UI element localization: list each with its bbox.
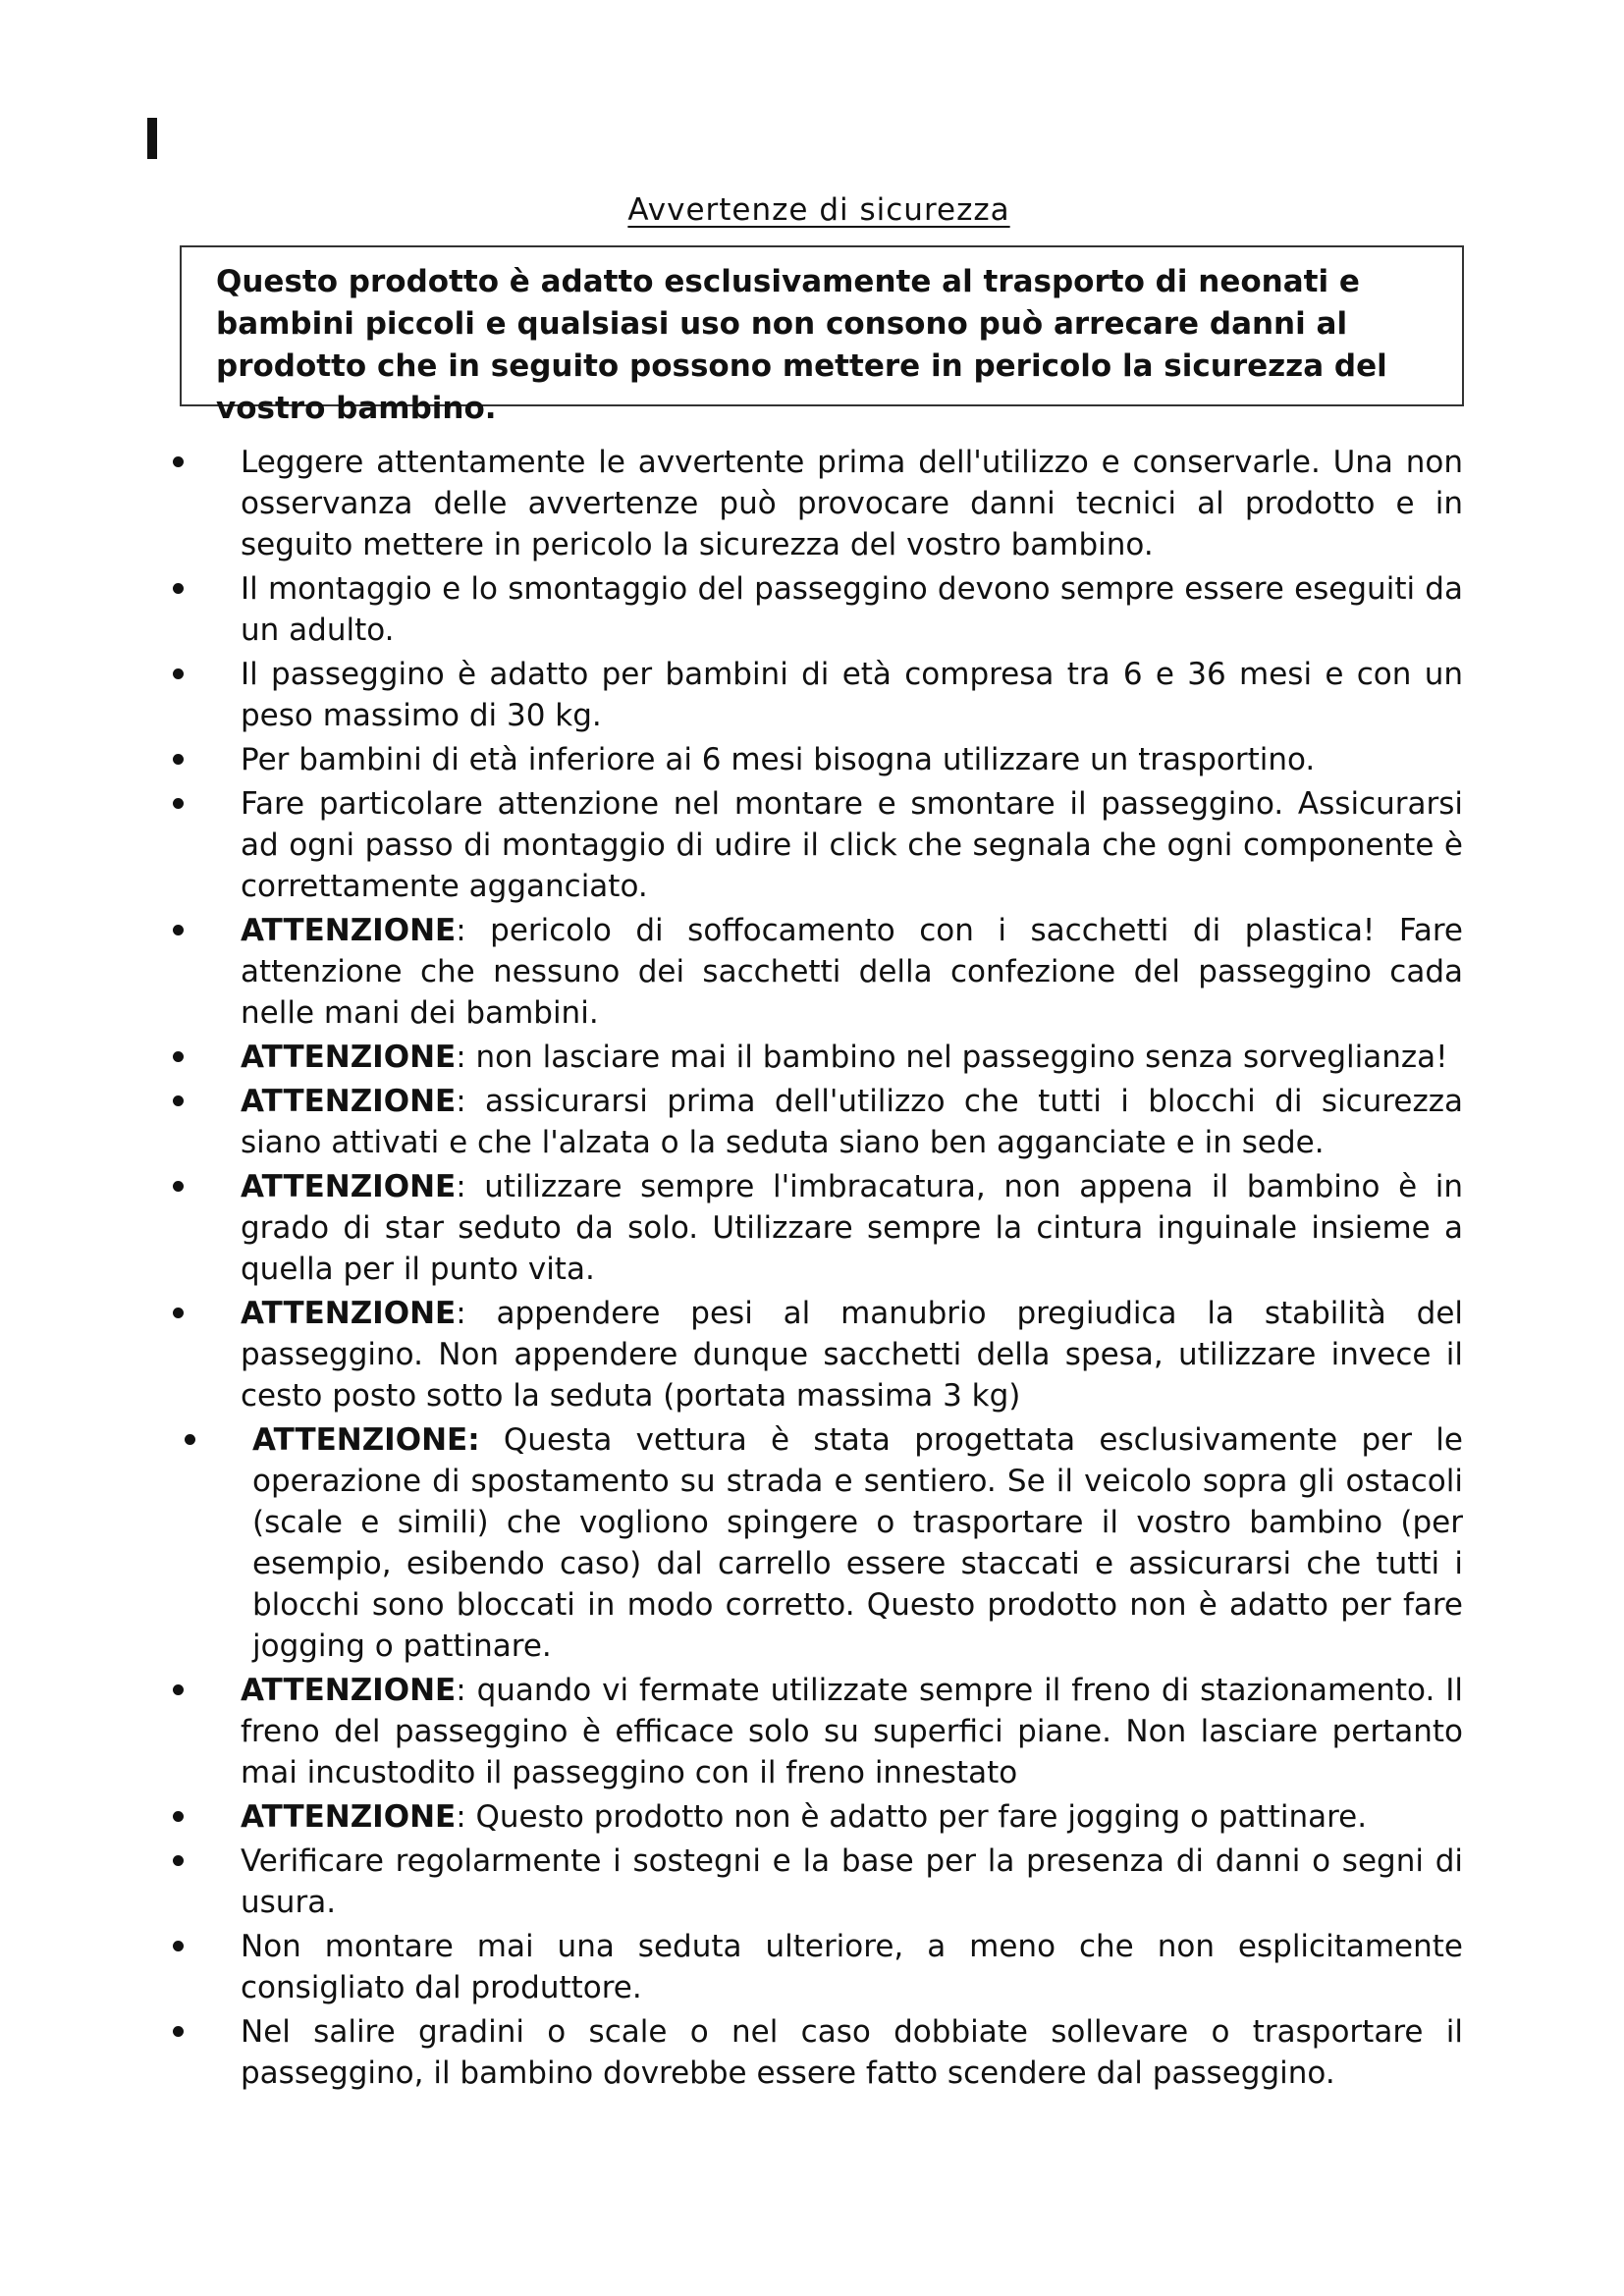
bullet-icon <box>173 1941 184 1951</box>
bullet-icon <box>173 1308 184 1318</box>
warning-text: Non montare mai una seduta ulteriore, a meno che non esplicitamente consigliato dal produttore. <box>241 1929 1463 2005</box>
bullet-icon <box>173 1855 184 1866</box>
warning-text: : appendere pesi al manubrio pregiudica la stabilità del passeggino. Non appendere dunque sacchetti della spesa, utilizzare invece il cesto posto sotto la seduta (portata massima 3 kg) <box>241 1296 1463 1414</box>
warning-item <box>0 739 1463 780</box>
warning-prefix: ATTENZIONE <box>241 1673 457 1708</box>
warning-item <box>0 568 1463 651</box>
bullet-icon <box>173 1684 184 1695</box>
warning-text: : utilizzare sempre l'imbracatura, non appena il bambino è in grado di star seduto da solo. Utilizzare sempre la cintura inguinale insieme a quella per il punto vita. <box>241 1169 1463 1287</box>
warning-prefix: ATTENZIONE <box>241 1799 457 1835</box>
warning-text: Nel salire gradini o scale o nel caso dobbiate sollevare o trasportare il passeggino, il bambino dovrebbe essere fatto scendere dal passeggino. <box>241 2014 1463 2091</box>
warning-item <box>0 1166 1463 1290</box>
warning-text: : Questo prodotto non è adatto per fare jogging o pattinare. <box>456 1799 1368 1835</box>
warning-text: Per bambini di età inferiore ai 6 mesi bisogna utilizzare un trasportino. <box>241 742 1316 777</box>
warning-item <box>0 783 1463 907</box>
warning-text: Verificare regolarmente i sostegni e la base per la presenza di danni o segni di usura. <box>241 1843 1463 1920</box>
warning-item <box>0 1293 1463 1416</box>
warning-text: Il passeggino è adatto per bambini di età compresa tra 6 e 36 mesi e con un peso massimo di 30 kg. <box>241 657 1463 733</box>
warning-prefix: ATTENZIONE <box>241 1296 457 1331</box>
warning-text: Il montaggio e lo smontaggio del passeggino devono sempre essere eseguiti da un adulto. <box>241 571 1463 648</box>
bullet-icon <box>173 668 184 679</box>
warning-item <box>0 1419 1463 1667</box>
warning-item <box>0 1037 1463 1078</box>
warning-text: : assicurarsi prima dell'utilizzo che tutti i blocchi di sicurezza siano attivati e che l'alzata o la seduta siano ben agganciate e in sede. <box>241 1084 1463 1160</box>
warning-item <box>0 910 1463 1034</box>
bullet-icon <box>173 1095 184 1106</box>
page-title: Avvertenze di sicurezza <box>627 192 1010 228</box>
bullet-icon <box>173 1051 184 1062</box>
bullet-icon <box>173 583 184 594</box>
warning-prefix: ATTENZIONE <box>241 1169 457 1204</box>
bullet-icon <box>173 1181 184 1192</box>
warning-item <box>0 1841 1463 1923</box>
warning-prefix: ATTENZIONE <box>241 1084 457 1119</box>
bullet-icon <box>173 925 184 935</box>
warning-text: : non lasciare mai il bambino nel passeggino senza sorveglianza! <box>456 1040 1448 1075</box>
bullet-icon <box>173 798 184 809</box>
warning-prefix: ATTENZIONE <box>241 913 457 948</box>
warning-text: Leggere attentamente le avvertente prima dell'utilizzo e conservarle. Una non osservanza delle avvertenze può provocare danni tecnici al prodotto e in seguito mettere in pericolo la sicurezza del vostro bambino. <box>241 445 1463 562</box>
bullet-icon <box>173 2026 184 2037</box>
warnings-list <box>0 442 1624 2097</box>
warning-text: : pericolo di soffocamento con i sacchetti di plastica! Fare attenzione che nessuno dei sacchetti della confezione del passeggino cada nelle mani dei bambini. <box>241 913 1463 1031</box>
bullet-icon <box>173 456 184 467</box>
warning-prefix: ATTENZIONE: <box>252 1422 480 1458</box>
warning-item <box>0 1796 1463 1838</box>
language-marker-bar <box>147 118 157 159</box>
warning-item <box>0 1081 1463 1163</box>
warning-item <box>0 2011 1463 2094</box>
warning-item <box>0 1926 1463 2008</box>
warning-item <box>0 442 1463 565</box>
bullet-icon <box>173 1811 184 1822</box>
warning-text: : quando vi fermate utilizzate sempre il freno di stazionamento. Il freno del passeggino è efficace solo su superfici piane. Non lasciare pertanto mai incustodito il passeggino con il freno innestato <box>241 1673 1463 1790</box>
warning-text: Fare particolare attenzione nel montare e smontare il passeggino. Assicurarsi ad ogni passo di montaggio di udire il click che segnala che ogni componente è correttamente agganciato. <box>241 786 1463 904</box>
bullet-icon <box>173 754 184 765</box>
warning-item <box>0 654 1463 736</box>
warning-text: Questa vettura è stata progettata esclusivamente per le operazione di spostamento su strada e sentiero. Se il veicolo sopra gli ostacoli (scale e simili) che vogliono spingere o trasportare il vostro bambino (per esempio, esibendo caso) dal carrello essere staccati e assicurarsi che tutti i blocchi sono bloccati in modo corretto. Questo prodotto non è adatto per fare jogging o pattinare. <box>252 1422 1463 1664</box>
warning-prefix: ATTENZIONE <box>241 1040 457 1075</box>
warning-item <box>0 1670 1463 1793</box>
bullet-icon <box>185 1434 195 1445</box>
notice-box: Questo prodotto è adatto esclusivamente al trasporto di neonati e bambini piccoli e qualsiasi uso non consono può arrecare danni al prodotto che in seguito possono mettere in pericolo la sicurezza del vostro bambino. <box>180 245 1464 406</box>
